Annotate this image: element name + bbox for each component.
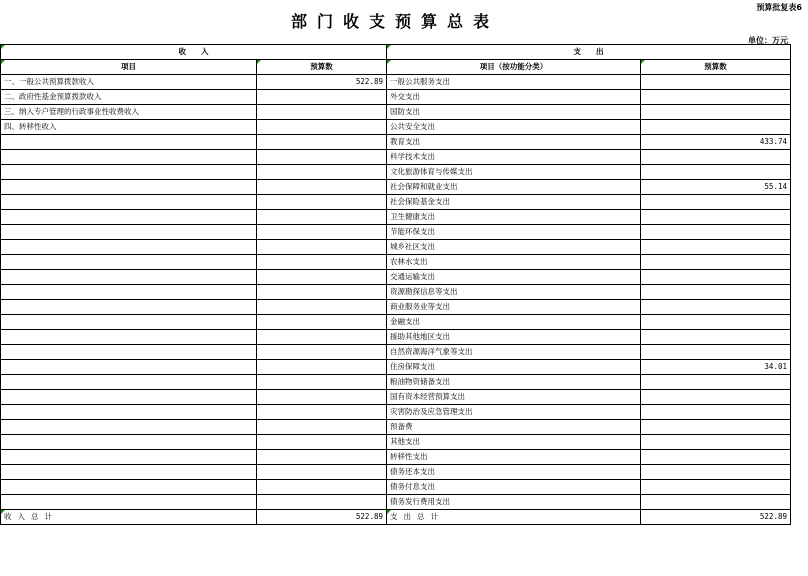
income-item-cell[interactable] bbox=[1, 435, 257, 450]
budget-table-body bbox=[1, 45, 791, 525]
income-item-cell[interactable] bbox=[1, 390, 257, 405]
expense-section-header[interactable]: 支 出 bbox=[387, 45, 791, 60]
expense-amount-cell[interactable] bbox=[641, 300, 791, 315]
income-amount-cell[interactable] bbox=[257, 150, 387, 165]
income-amount-cell[interactable] bbox=[257, 390, 387, 405]
expense-amount-cell[interactable] bbox=[641, 255, 791, 270]
col-income-amount[interactable]: 预算数 bbox=[257, 60, 387, 75]
income-item-cell[interactable] bbox=[1, 465, 257, 480]
table-row bbox=[1, 375, 791, 390]
income-item-cell[interactable] bbox=[1, 375, 257, 390]
income-amount-cell[interactable] bbox=[257, 105, 387, 120]
expense-item-cell[interactable]: 国防支出 bbox=[387, 105, 641, 120]
expense-item-cell[interactable]: 援助其他地区支出 bbox=[387, 330, 641, 345]
income-amount-cell[interactable] bbox=[257, 120, 387, 135]
income-item-cell[interactable] bbox=[1, 285, 257, 300]
expense-amount-cell[interactable] bbox=[641, 435, 791, 450]
income-item-cell[interactable] bbox=[1, 210, 257, 225]
expense-amount-cell[interactable] bbox=[641, 375, 791, 390]
income-total-label[interactable]: 收入总计 bbox=[1, 510, 257, 525]
expense-item-cell[interactable]: 教育支出 bbox=[387, 135, 641, 150]
page-title: 部门收支预算总表 bbox=[290, 12, 499, 31]
income-item-cell[interactable] bbox=[1, 240, 257, 255]
table-row bbox=[1, 420, 791, 435]
table-row bbox=[1, 150, 791, 165]
income-item-cell[interactable] bbox=[1, 450, 257, 465]
unit-label: 单位：万元 bbox=[748, 36, 788, 45]
income-amount-cell[interactable] bbox=[257, 135, 387, 150]
expense-amount-cell[interactable] bbox=[641, 420, 791, 435]
expense-total-amount[interactable]: 522.89 bbox=[641, 510, 791, 525]
income-amount-cell[interactable] bbox=[257, 450, 387, 465]
income-amount-cell[interactable] bbox=[257, 90, 387, 105]
table-row bbox=[1, 285, 791, 300]
expense-item-cell[interactable]: 其他支出 bbox=[387, 435, 641, 450]
table-row bbox=[1, 300, 791, 315]
expense-amount-cell[interactable] bbox=[641, 390, 791, 405]
expense-item-cell[interactable]: 交通运输支出 bbox=[387, 270, 641, 285]
expense-item-cell[interactable]: 转移性支出 bbox=[387, 450, 641, 465]
table-row bbox=[1, 330, 791, 345]
income-total-amount[interactable]: 522.89 bbox=[257, 510, 387, 525]
expense-amount-cell[interactable] bbox=[641, 195, 791, 210]
expense-item-cell[interactable]: 节能环保支出 bbox=[387, 225, 641, 240]
income-item-cell[interactable] bbox=[1, 150, 257, 165]
expense-amount-cell[interactable] bbox=[641, 105, 791, 120]
expense-item-cell[interactable]: 预备费 bbox=[387, 420, 641, 435]
table-row bbox=[1, 105, 791, 120]
expense-amount-cell[interactable] bbox=[641, 495, 791, 510]
income-amount-cell[interactable] bbox=[257, 285, 387, 300]
income-amount-cell[interactable] bbox=[257, 420, 387, 435]
income-item-cell[interactable] bbox=[1, 405, 257, 420]
income-item-cell[interactable]: 一、一般公共预算拨款收入 bbox=[1, 75, 257, 90]
income-amount-cell[interactable] bbox=[257, 300, 387, 315]
expense-amount-cell[interactable] bbox=[641, 75, 791, 90]
section-header-row bbox=[1, 45, 791, 60]
expense-item-cell[interactable]: 债务还本支出 bbox=[387, 465, 641, 480]
income-item-cell[interactable]: 二、政府性基金预算拨款收入 bbox=[1, 90, 257, 105]
expense-item-cell[interactable]: 商业服务业等支出 bbox=[387, 300, 641, 315]
expense-item-cell[interactable]: 住房保障支出 bbox=[387, 360, 641, 375]
income-amount-cell[interactable] bbox=[257, 375, 387, 390]
income-item-cell[interactable] bbox=[1, 165, 257, 180]
expense-amount-cell[interactable] bbox=[641, 90, 791, 105]
income-amount-cell[interactable] bbox=[257, 225, 387, 240]
income-amount-cell[interactable] bbox=[257, 165, 387, 180]
table-row bbox=[1, 495, 791, 510]
income-amount-cell[interactable] bbox=[257, 435, 387, 450]
income-item-cell[interactable] bbox=[1, 480, 257, 495]
col-expense-item[interactable]: 项目（按功能分类） bbox=[387, 60, 641, 75]
expense-amount-cell[interactable] bbox=[641, 480, 791, 495]
expense-amount-cell[interactable] bbox=[641, 450, 791, 465]
expense-amount-cell[interactable] bbox=[641, 315, 791, 330]
table-row bbox=[1, 270, 791, 285]
table-row bbox=[1, 450, 791, 465]
income-section-header[interactable]: 收 入 bbox=[1, 45, 387, 60]
income-item-cell[interactable] bbox=[1, 330, 257, 345]
table-row bbox=[1, 360, 791, 375]
expense-item-cell[interactable]: 资源勘探信息等支出 bbox=[387, 285, 641, 300]
income-item-cell[interactable] bbox=[1, 195, 257, 210]
expense-amount-cell[interactable] bbox=[641, 225, 791, 240]
expense-item-cell[interactable]: 文化旅游体育与传媒支出 bbox=[387, 165, 641, 180]
expense-item-cell[interactable]: 公共安全支出 bbox=[387, 120, 641, 135]
income-amount-cell[interactable] bbox=[257, 480, 387, 495]
income-item-cell[interactable] bbox=[1, 180, 257, 195]
table-row bbox=[1, 135, 791, 150]
form-id-label: 预算批复表6 bbox=[756, 3, 802, 12]
expense-amount-cell[interactable]: 433.74 bbox=[641, 135, 791, 150]
col-expense-amount[interactable]: 预算数 bbox=[641, 60, 791, 75]
income-amount-cell[interactable] bbox=[257, 360, 387, 375]
expense-item-cell[interactable]: 自然资源海洋气象等支出 bbox=[387, 345, 641, 360]
income-amount-cell[interactable] bbox=[257, 180, 387, 195]
table-row bbox=[1, 390, 791, 405]
income-item-cell[interactable] bbox=[1, 495, 257, 510]
expense-amount-cell[interactable] bbox=[641, 405, 791, 420]
table-row bbox=[1, 255, 791, 270]
col-income-item[interactable]: 项目 bbox=[1, 60, 257, 75]
total-row bbox=[1, 510, 791, 525]
income-item-cell[interactable] bbox=[1, 420, 257, 435]
expense-item-cell[interactable]: 国有资本经营预算支出 bbox=[387, 390, 641, 405]
expense-total-label[interactable]: 支出总计 bbox=[387, 510, 641, 525]
expense-item-cell[interactable]: 卫生健康支出 bbox=[387, 210, 641, 225]
expense-amount-cell[interactable] bbox=[641, 120, 791, 135]
table-row bbox=[1, 75, 791, 90]
expense-item-cell[interactable]: 一般公共服务支出 bbox=[387, 75, 641, 90]
expense-amount-cell[interactable] bbox=[641, 165, 791, 180]
expense-amount-cell[interactable] bbox=[641, 465, 791, 480]
income-amount-cell[interactable] bbox=[257, 330, 387, 345]
expense-amount-cell[interactable] bbox=[641, 210, 791, 225]
table-row bbox=[1, 315, 791, 330]
table-row bbox=[1, 435, 791, 450]
table-row bbox=[1, 405, 791, 420]
expense-amount-cell[interactable] bbox=[641, 345, 791, 360]
expense-item-cell[interactable]: 社会保险基金支出 bbox=[387, 195, 641, 210]
table-row bbox=[1, 210, 791, 225]
income-amount-cell[interactable] bbox=[257, 195, 387, 210]
income-item-cell[interactable] bbox=[1, 315, 257, 330]
income-item-cell[interactable] bbox=[1, 255, 257, 270]
expense-item-cell[interactable]: 金融支出 bbox=[387, 315, 641, 330]
income-amount-cell[interactable]: 522.89 bbox=[257, 75, 387, 90]
expense-amount-cell[interactable] bbox=[641, 270, 791, 285]
income-item-cell[interactable]: 四、转移性收入 bbox=[1, 120, 257, 135]
income-amount-cell[interactable] bbox=[257, 495, 387, 510]
table-row bbox=[1, 120, 791, 135]
income-amount-cell[interactable] bbox=[257, 270, 387, 285]
table-row bbox=[1, 195, 791, 210]
income-amount-cell[interactable] bbox=[257, 405, 387, 420]
column-header-row bbox=[1, 60, 791, 75]
income-amount-cell[interactable] bbox=[257, 210, 387, 225]
income-amount-cell[interactable] bbox=[257, 255, 387, 270]
income-amount-cell[interactable] bbox=[257, 240, 387, 255]
income-item-cell[interactable] bbox=[1, 345, 257, 360]
table-row bbox=[1, 465, 791, 480]
expense-amount-cell[interactable]: 34.01 bbox=[641, 360, 791, 375]
table-row bbox=[1, 90, 791, 105]
budget-table bbox=[0, 44, 791, 525]
table-row bbox=[1, 480, 791, 495]
income-item-cell[interactable] bbox=[1, 135, 257, 150]
expense-item-cell[interactable]: 债务付息支出 bbox=[387, 480, 641, 495]
expense-item-cell[interactable]: 债务发行费用支出 bbox=[387, 495, 641, 510]
expense-amount-cell[interactable] bbox=[641, 330, 791, 345]
income-amount-cell[interactable] bbox=[257, 465, 387, 480]
expense-item-cell[interactable]: 科学技术支出 bbox=[387, 150, 641, 165]
expense-item-cell[interactable]: 粮油物资储备支出 bbox=[387, 375, 641, 390]
expense-amount-cell[interactable] bbox=[641, 240, 791, 255]
table-row bbox=[1, 180, 791, 195]
table-row bbox=[1, 240, 791, 255]
income-item-cell[interactable] bbox=[1, 270, 257, 285]
expense-item-cell[interactable]: 灾害防治及应急管理支出 bbox=[387, 405, 641, 420]
income-item-cell[interactable] bbox=[1, 360, 257, 375]
expense-item-cell[interactable]: 农林水支出 bbox=[387, 255, 641, 270]
income-item-cell[interactable]: 三、纳入专户管理的行政事业性收费收入 bbox=[1, 105, 257, 120]
expense-item-cell[interactable]: 城乡社区支出 bbox=[387, 240, 641, 255]
table-row bbox=[1, 225, 791, 240]
expense-item-cell[interactable]: 社会保障和就业支出 bbox=[387, 180, 641, 195]
income-amount-cell[interactable] bbox=[257, 315, 387, 330]
income-item-cell[interactable] bbox=[1, 300, 257, 315]
expense-item-cell[interactable]: 外交支出 bbox=[387, 90, 641, 105]
table-row bbox=[1, 165, 791, 180]
income-item-cell[interactable] bbox=[1, 225, 257, 240]
income-amount-cell[interactable] bbox=[257, 345, 387, 360]
expense-amount-cell[interactable]: 55.14 bbox=[641, 180, 791, 195]
expense-amount-cell[interactable] bbox=[641, 150, 791, 165]
table-row bbox=[1, 345, 791, 360]
expense-amount-cell[interactable] bbox=[641, 285, 791, 300]
